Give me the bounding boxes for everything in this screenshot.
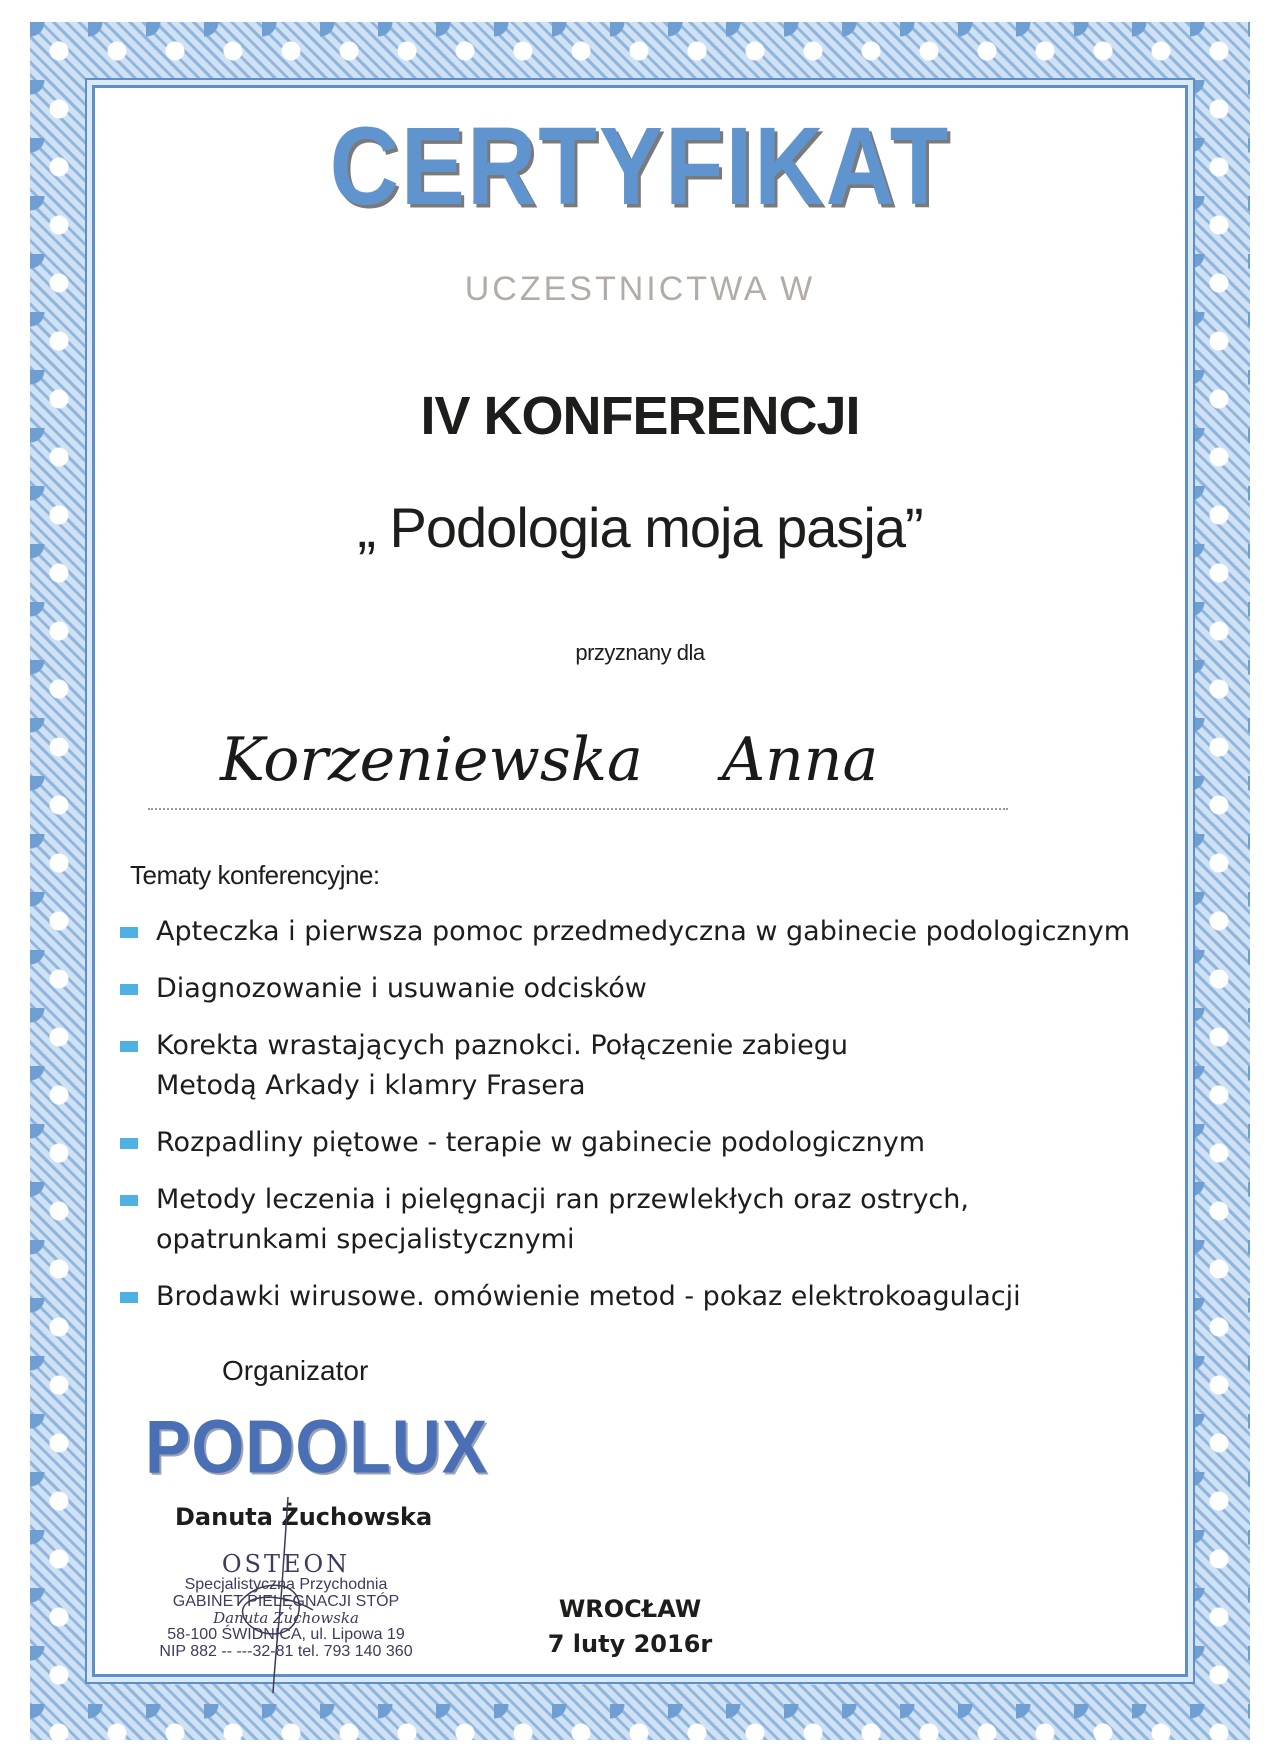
topic-item bbox=[120, 1277, 1190, 1317]
stamp-line: NIP 882 -- ---32-81 tel. 793 140 360 bbox=[159, 1643, 413, 1660]
topics-list bbox=[120, 912, 1190, 1334]
bullet-icon bbox=[120, 984, 138, 995]
topic-item bbox=[120, 912, 1190, 952]
topic-text-continued: Metodą Arkady i klamry Frasera bbox=[156, 1070, 586, 1101]
bullet-icon bbox=[120, 1041, 138, 1052]
topic-item bbox=[120, 1180, 1190, 1260]
recipient-dotted-line bbox=[148, 808, 1008, 810]
conference-title: IV KONFERENCJI bbox=[420, 386, 860, 446]
topic-text: Rozpadliny piętowe - terapie w gabinecie podologicznym bbox=[156, 1127, 926, 1158]
topic-text: Apteczka i pierwsza pomoc przedmedyczna w gabinecie podologicznym bbox=[156, 916, 1130, 947]
stamp-line: 58-100 ŚWIDNICA, ul. Lipowa 19 bbox=[167, 1626, 405, 1643]
topic-item bbox=[120, 969, 1190, 1009]
stamp-brand: OSTEON bbox=[221, 1550, 351, 1578]
certificate-subtitle: UCZESTNICTWA W bbox=[464, 270, 816, 308]
stamp-line: Danuta Żuchowska bbox=[213, 1609, 359, 1627]
conference-name: „ Podologia moja pasja” bbox=[357, 496, 923, 559]
topic-text-continued: opatrunkami specjalistycznymi bbox=[156, 1224, 575, 1255]
awarded-to-label: przyznany dla bbox=[575, 640, 705, 665]
stamp-line: GABINET PIELĘGNACJI STÓP bbox=[172, 1593, 400, 1610]
stamp-line: Specjalistyczna Przychodnia bbox=[184, 1576, 388, 1593]
organizer-label: Organizator bbox=[222, 1355, 369, 1386]
topic-text: Brodawki wirusowe. omówienie metod - pokaz elektrokoagulacji bbox=[156, 1281, 1021, 1312]
company-stamp bbox=[136, 1552, 436, 1672]
certificate-title: CERTYFIKAT bbox=[329, 104, 951, 228]
date: 7 luty 2016r bbox=[547, 1630, 713, 1658]
bullet-icon bbox=[120, 927, 138, 938]
city: WROCŁAW bbox=[558, 1595, 702, 1623]
bullet-icon bbox=[120, 1292, 138, 1303]
topic-item bbox=[120, 1026, 1190, 1106]
podolux-logo: PODOLUX bbox=[145, 1405, 489, 1489]
topic-text: Korekta wrastających paznokci. Połączenie zabiegu bbox=[156, 1030, 849, 1061]
organizer-person: Danuta Żuchowska bbox=[175, 1503, 433, 1531]
recipient-name: Korzeniewska Anna bbox=[220, 725, 879, 795]
topic-item bbox=[120, 1123, 1190, 1163]
topic-text: Diagnozowanie i usuwanie odcisków bbox=[156, 973, 647, 1004]
bullet-icon bbox=[120, 1138, 138, 1149]
bullet-icon bbox=[120, 1195, 138, 1206]
topic-text: Metody leczenia i pielęgnacji ran przewlekłych oraz ostrych, bbox=[156, 1184, 969, 1215]
topics-heading: Tematy konferencyjne: bbox=[130, 860, 380, 890]
